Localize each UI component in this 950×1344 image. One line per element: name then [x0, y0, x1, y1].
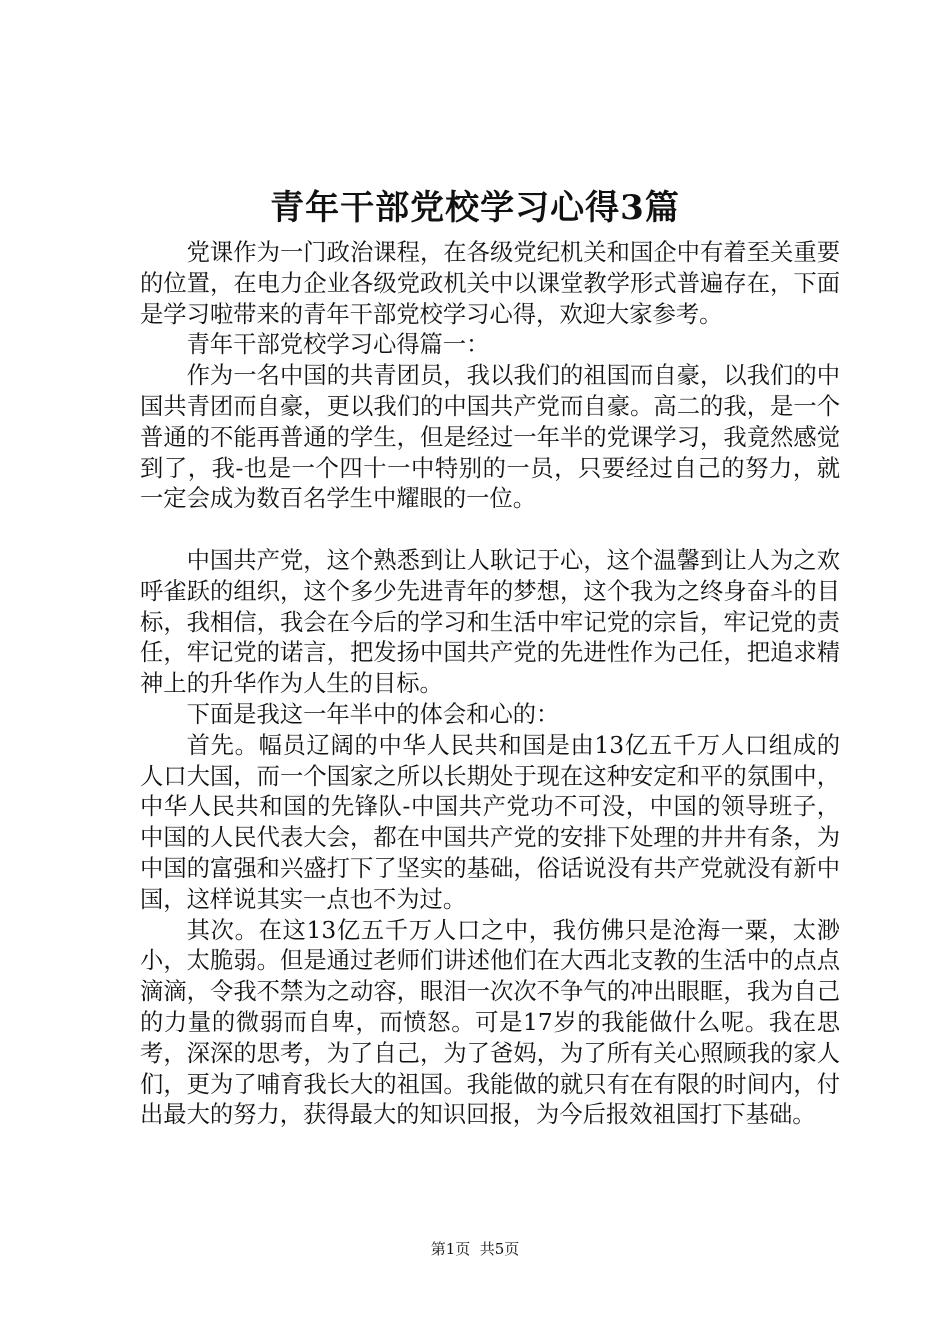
body-paragraph: 其次。在这13亿五千万人口之中，我仿佛只是沧海一粟，太渺小，太脆弱。但是通过老师们讲述他们在大西北支教的生活中的点点滴滴，令我不禁为之动容，眼泪一次次不争气的冲出眼眶，我为自己的力量的微弱而自卑，而愤怒。可是17岁的我能做什么呢。我在思考，深深的思考，为了自己，为了爸妈，为了所有关心照顾我的家人们，更为了哺育我长大的祖国。我能做的就只有在有限的时间内，付出最大的努力，获得最大的知识回报，为今后报效祖国打下基础。: [140, 916, 840, 1129]
document-body: [140, 238, 840, 1131]
document-title: 青年干部党校学习心得3篇: [270, 188, 680, 228]
section-heading: 青年干部党校学习心得篇一：: [186, 331, 490, 359]
body-paragraph: 下面是我这一年半中的体会和心的：: [186, 700, 560, 728]
body-paragraph: 作为一名中国的共青团员，我以我们的祖国而自豪，以我们的中国共青团而自豪，更以我们的中国共产党而自豪。高二的我，是一个普通的不能再普通的学生，但是经过一年半的党课学习，我竟然感觉到了，我-也是一个四十一中特别的一员，只要经过自己的努力，就一定会成为数百名学生中耀眼的一位。: [140, 362, 840, 513]
body-paragraph: 中国共产党，这个熟悉到让人耿记于心，这个温馨到让人为之欢呼雀跃的组织，这个多少先进青年的梦想，这个我为之终身奋斗的目标，我相信，我会在今后的学习和生活中牢记党的宗旨，牢记党的责任，牢记党的诺言，把发扬中国共产党的先进性作为己任，把追求精神上的升华作为人生的目标。: [140, 546, 840, 698]
body-paragraph: 首先。幅员辽阔的中华人民共和国是由13亿五千万人口组成的人口大国，而一个国家之所以长期处于现在这种安定和平的氛围中，中华人民共和国的先锋队-中国共产党功不可没，中国的领导班子，中国的人民代表大会，都在中国共产党的安排下处理的井井有条，为中国的富强和兴盛打下了坚实的基础，俗话说没有共产党就没有新中国，这样说其实一点也不为过。: [140, 731, 840, 913]
intro-paragraph: 党课作为一门政治课程，在各级党纪机关和国企中有着至关重要的位置，在电力企业各级党政机关中以课堂教学形式普遍存在，下面是学习啦带来的青年干部党校学习心得，欢迎大家参考。: [140, 239, 840, 328]
page-footer: 第1页 共5页: [430, 1240, 520, 1258]
